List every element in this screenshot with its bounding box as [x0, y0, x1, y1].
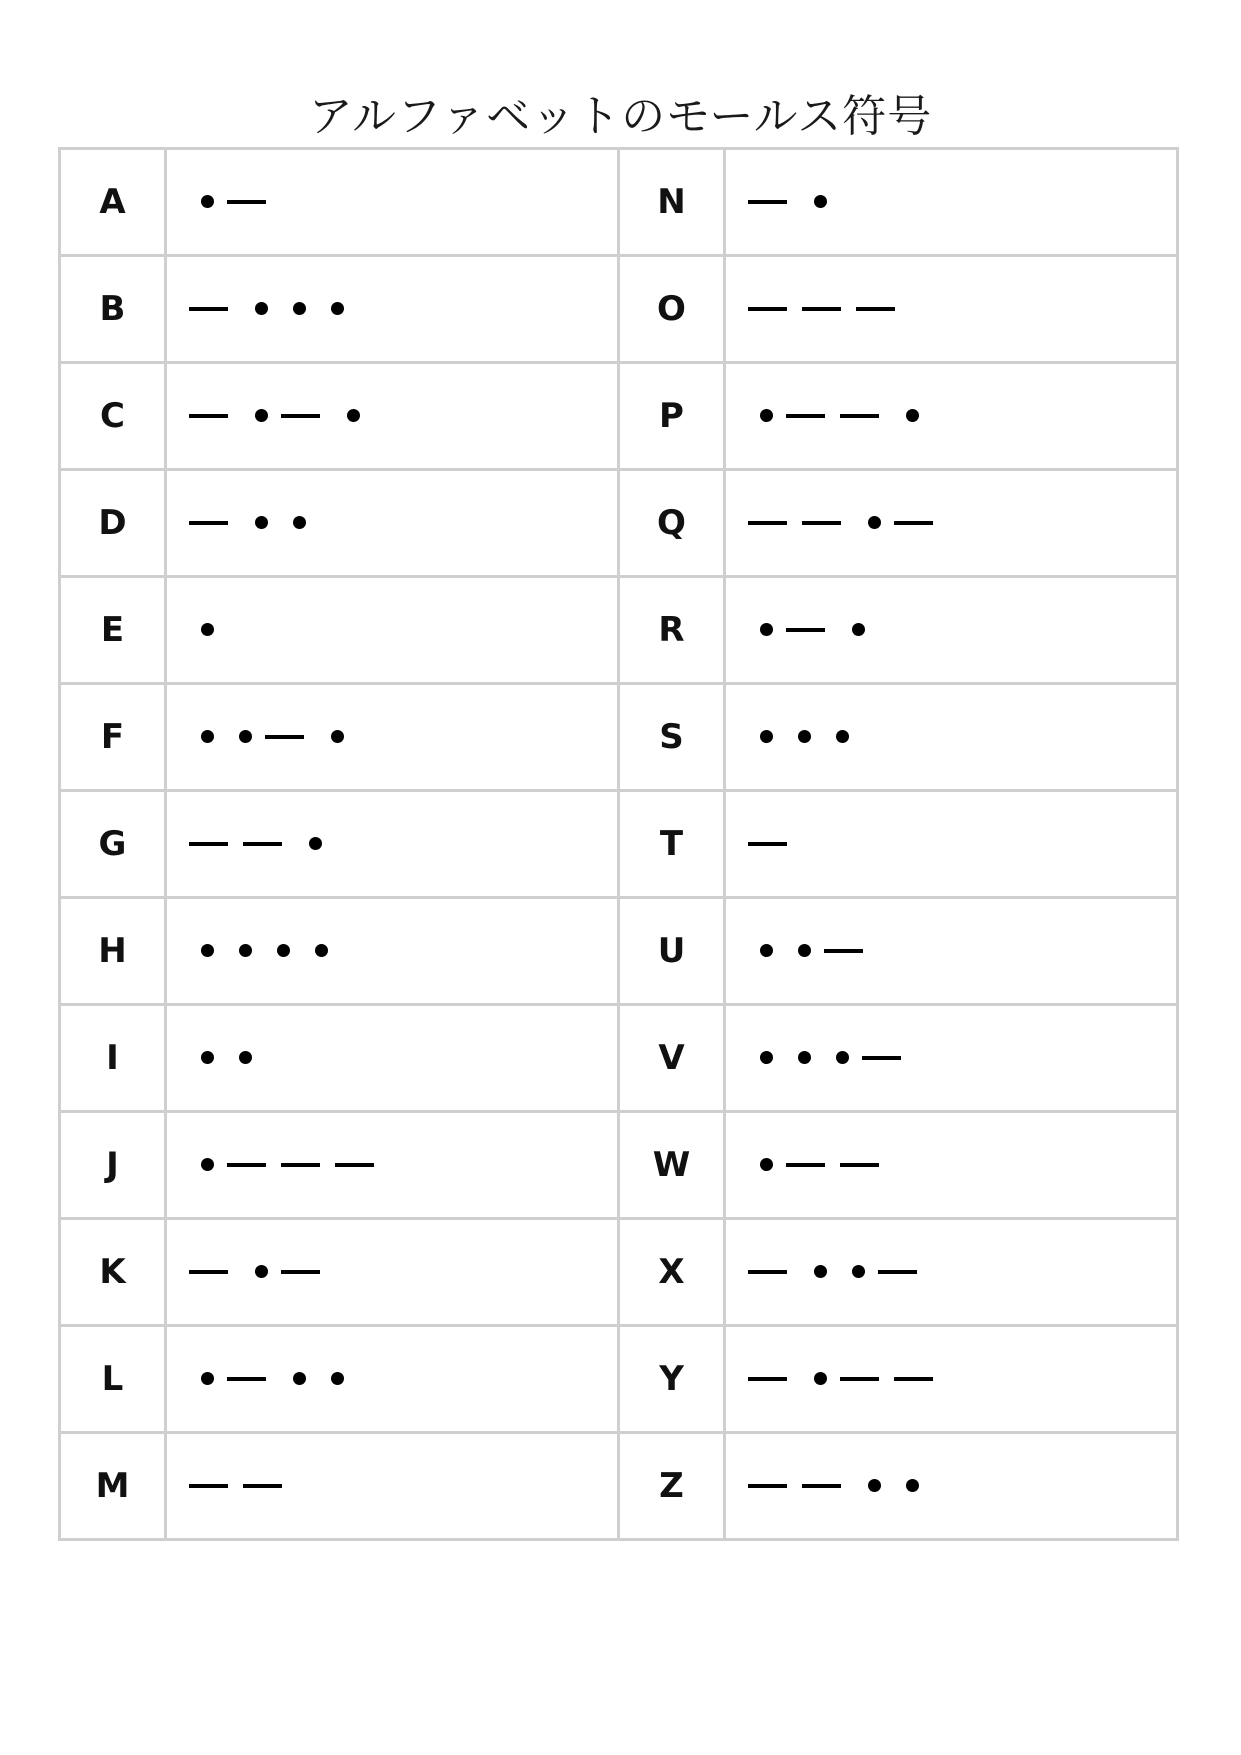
morse-dash [335, 1150, 389, 1180]
morse-dot [227, 936, 265, 966]
morse-dot [748, 936, 786, 966]
morse-code-cell [725, 363, 1178, 470]
morse-dot [243, 294, 281, 324]
morse-code-cell [725, 577, 1178, 684]
table-row [60, 577, 1178, 684]
morse-code-cell [166, 1219, 619, 1326]
morse-dot [281, 294, 319, 324]
morse-code-cell [166, 363, 619, 470]
morse-sequence [189, 615, 617, 645]
morse-dot [786, 722, 824, 752]
morse-sequence [189, 294, 617, 324]
morse-code-cell [166, 684, 619, 791]
morse-dash [189, 401, 243, 431]
morse-sequence [189, 722, 617, 752]
morse-dot [748, 722, 786, 752]
morse-sequence [748, 1257, 1176, 1287]
letter-cell: D [60, 470, 166, 577]
morse-dash [227, 1364, 281, 1394]
letter-cell: P [619, 363, 725, 470]
morse-dash [786, 401, 840, 431]
page-title: アルファベットのモールス符号 [308, 91, 933, 143]
morse-code-cell [725, 1112, 1178, 1219]
letter-cell: C [60, 363, 166, 470]
morse-dot [189, 615, 227, 645]
morse-dash [748, 508, 802, 538]
letter-cell: I [60, 1005, 166, 1112]
morse-dash [243, 829, 297, 859]
morse-dash [243, 1471, 297, 1501]
morse-code-cell [725, 149, 1178, 256]
morse-dot [319, 1364, 357, 1394]
morse-dash [894, 508, 948, 538]
morse-code-cell [166, 149, 619, 256]
letter-cell: Q [619, 470, 725, 577]
morse-dash [802, 508, 856, 538]
morse-sequence [189, 508, 617, 538]
morse-dot [227, 722, 265, 752]
morse-dot [303, 936, 341, 966]
morse-dot [189, 1043, 227, 1073]
morse-dash [802, 1471, 856, 1501]
morse-sequence [748, 508, 1176, 538]
morse-sequence [189, 1471, 617, 1501]
letter-cell: O [619, 256, 725, 363]
morse-sequence [748, 187, 1176, 217]
table-row [60, 149, 1178, 256]
morse-dash [227, 1150, 281, 1180]
letter-cell: B [60, 256, 166, 363]
morse-sequence [189, 1257, 617, 1287]
morse-dash [824, 936, 878, 966]
morse-dash [265, 722, 319, 752]
table-row [60, 256, 1178, 363]
morse-code-cell [166, 1326, 619, 1433]
morse-dot [319, 722, 357, 752]
morse-dash [856, 294, 910, 324]
letter-cell: W [619, 1112, 725, 1219]
letter-cell: T [619, 791, 725, 898]
morse-dot [335, 401, 373, 431]
morse-dot [824, 722, 862, 752]
letter-cell: L [60, 1326, 166, 1433]
morse-code-cell [725, 1219, 1178, 1326]
table-row [60, 1112, 1178, 1219]
morse-sequence [189, 936, 617, 966]
letter-cell: N [619, 149, 725, 256]
morse-sequence [189, 829, 617, 859]
table-row [60, 363, 1178, 470]
morse-code-cell [725, 1005, 1178, 1112]
morse-dot [824, 1043, 862, 1073]
morse-dot [189, 187, 227, 217]
morse-dash [878, 1257, 932, 1287]
morse-dash [786, 1150, 840, 1180]
morse-sequence [189, 1150, 617, 1180]
morse-dot [856, 1471, 894, 1501]
morse-dot [894, 401, 932, 431]
morse-code-cell [725, 256, 1178, 363]
morse-dash [748, 1364, 802, 1394]
morse-dot [748, 1043, 786, 1073]
morse-dash [894, 1364, 948, 1394]
morse-dot [319, 294, 357, 324]
morse-code-cell [166, 577, 619, 684]
table-row [60, 684, 1178, 791]
morse-dash [189, 294, 243, 324]
letter-cell: S [619, 684, 725, 791]
morse-dash [189, 829, 243, 859]
morse-dot [748, 1150, 786, 1180]
morse-dash [189, 508, 243, 538]
morse-dot [748, 401, 786, 431]
morse-dash [189, 1471, 243, 1501]
letter-cell: J [60, 1112, 166, 1219]
morse-dot [802, 187, 840, 217]
morse-code-cell [725, 684, 1178, 791]
letter-cell: V [619, 1005, 725, 1112]
morse-dash [281, 401, 335, 431]
morse-code-cell [166, 1433, 619, 1540]
morse-dot [840, 615, 878, 645]
morse-dash [840, 1364, 894, 1394]
morse-dot [227, 1043, 265, 1073]
table-row [60, 791, 1178, 898]
morse-dot [189, 936, 227, 966]
letter-cell: U [619, 898, 725, 1005]
morse-code-cell [725, 1433, 1178, 1540]
morse-sequence [748, 936, 1176, 966]
letter-cell: H [60, 898, 166, 1005]
morse-sequence [748, 1471, 1176, 1501]
letter-cell: K [60, 1219, 166, 1326]
morse-dot [243, 508, 281, 538]
morse-dot [189, 1364, 227, 1394]
morse-dot [786, 936, 824, 966]
morse-dot [748, 615, 786, 645]
morse-code-cell [166, 1112, 619, 1219]
morse-dash [802, 294, 856, 324]
table-row [60, 1433, 1178, 1540]
morse-dash [748, 294, 802, 324]
table-row [60, 470, 1178, 577]
morse-sequence [748, 615, 1176, 645]
letter-cell: M [60, 1433, 166, 1540]
morse-dash [748, 187, 802, 217]
morse-dash [748, 1471, 802, 1501]
morse-code-cell [166, 256, 619, 363]
morse-sequence [748, 1364, 1176, 1394]
morse-sequence [189, 1364, 617, 1394]
morse-dash [786, 615, 840, 645]
letter-cell: G [60, 791, 166, 898]
morse-sequence [189, 1043, 617, 1073]
table-row [60, 1219, 1178, 1326]
morse-dot [243, 1257, 281, 1287]
letter-cell: Y [619, 1326, 725, 1433]
morse-dot [856, 508, 894, 538]
morse-dot [265, 936, 303, 966]
table-row [60, 898, 1178, 1005]
morse-dot [281, 508, 319, 538]
letter-cell: A [60, 149, 166, 256]
morse-dot [786, 1043, 824, 1073]
morse-dot [840, 1257, 878, 1287]
morse-code-cell [725, 1326, 1178, 1433]
morse-code-cell [166, 470, 619, 577]
morse-dash [281, 1150, 335, 1180]
morse-dash [840, 401, 894, 431]
morse-sequence [748, 401, 1176, 431]
morse-sequence [748, 722, 1176, 752]
letter-cell: Z [619, 1433, 725, 1540]
morse-dash [227, 187, 281, 217]
morse-sequence [748, 1150, 1176, 1180]
morse-code-cell [166, 1005, 619, 1112]
morse-dash [840, 1150, 894, 1180]
letter-cell: R [619, 577, 725, 684]
morse-dot [297, 829, 335, 859]
morse-code-cell [166, 898, 619, 1005]
morse-code-table [58, 147, 1179, 1541]
letter-cell: X [619, 1219, 725, 1326]
table-row [60, 1005, 1178, 1112]
morse-dot [802, 1364, 840, 1394]
morse-code-cell [725, 791, 1178, 898]
morse-dash [281, 1257, 335, 1287]
table-row [60, 1326, 1178, 1433]
morse-sequence [748, 294, 1176, 324]
morse-code-cell [725, 898, 1178, 1005]
morse-dot [243, 401, 281, 431]
morse-dot [802, 1257, 840, 1287]
morse-dash [862, 1043, 916, 1073]
morse-dash [748, 1257, 802, 1287]
morse-sequence [748, 1043, 1176, 1073]
morse-code-cell [166, 791, 619, 898]
morse-dash [189, 1257, 243, 1287]
morse-code-cell [725, 470, 1178, 577]
morse-dot [281, 1364, 319, 1394]
morse-sequence [189, 401, 617, 431]
letter-cell: F [60, 684, 166, 791]
morse-sequence [748, 829, 1176, 859]
morse-table-body [60, 149, 1178, 1540]
morse-dash [748, 829, 802, 859]
morse-sequence [189, 187, 617, 217]
morse-dot [189, 1150, 227, 1180]
morse-dot [189, 722, 227, 752]
morse-dot [894, 1471, 932, 1501]
letter-cell: E [60, 577, 166, 684]
